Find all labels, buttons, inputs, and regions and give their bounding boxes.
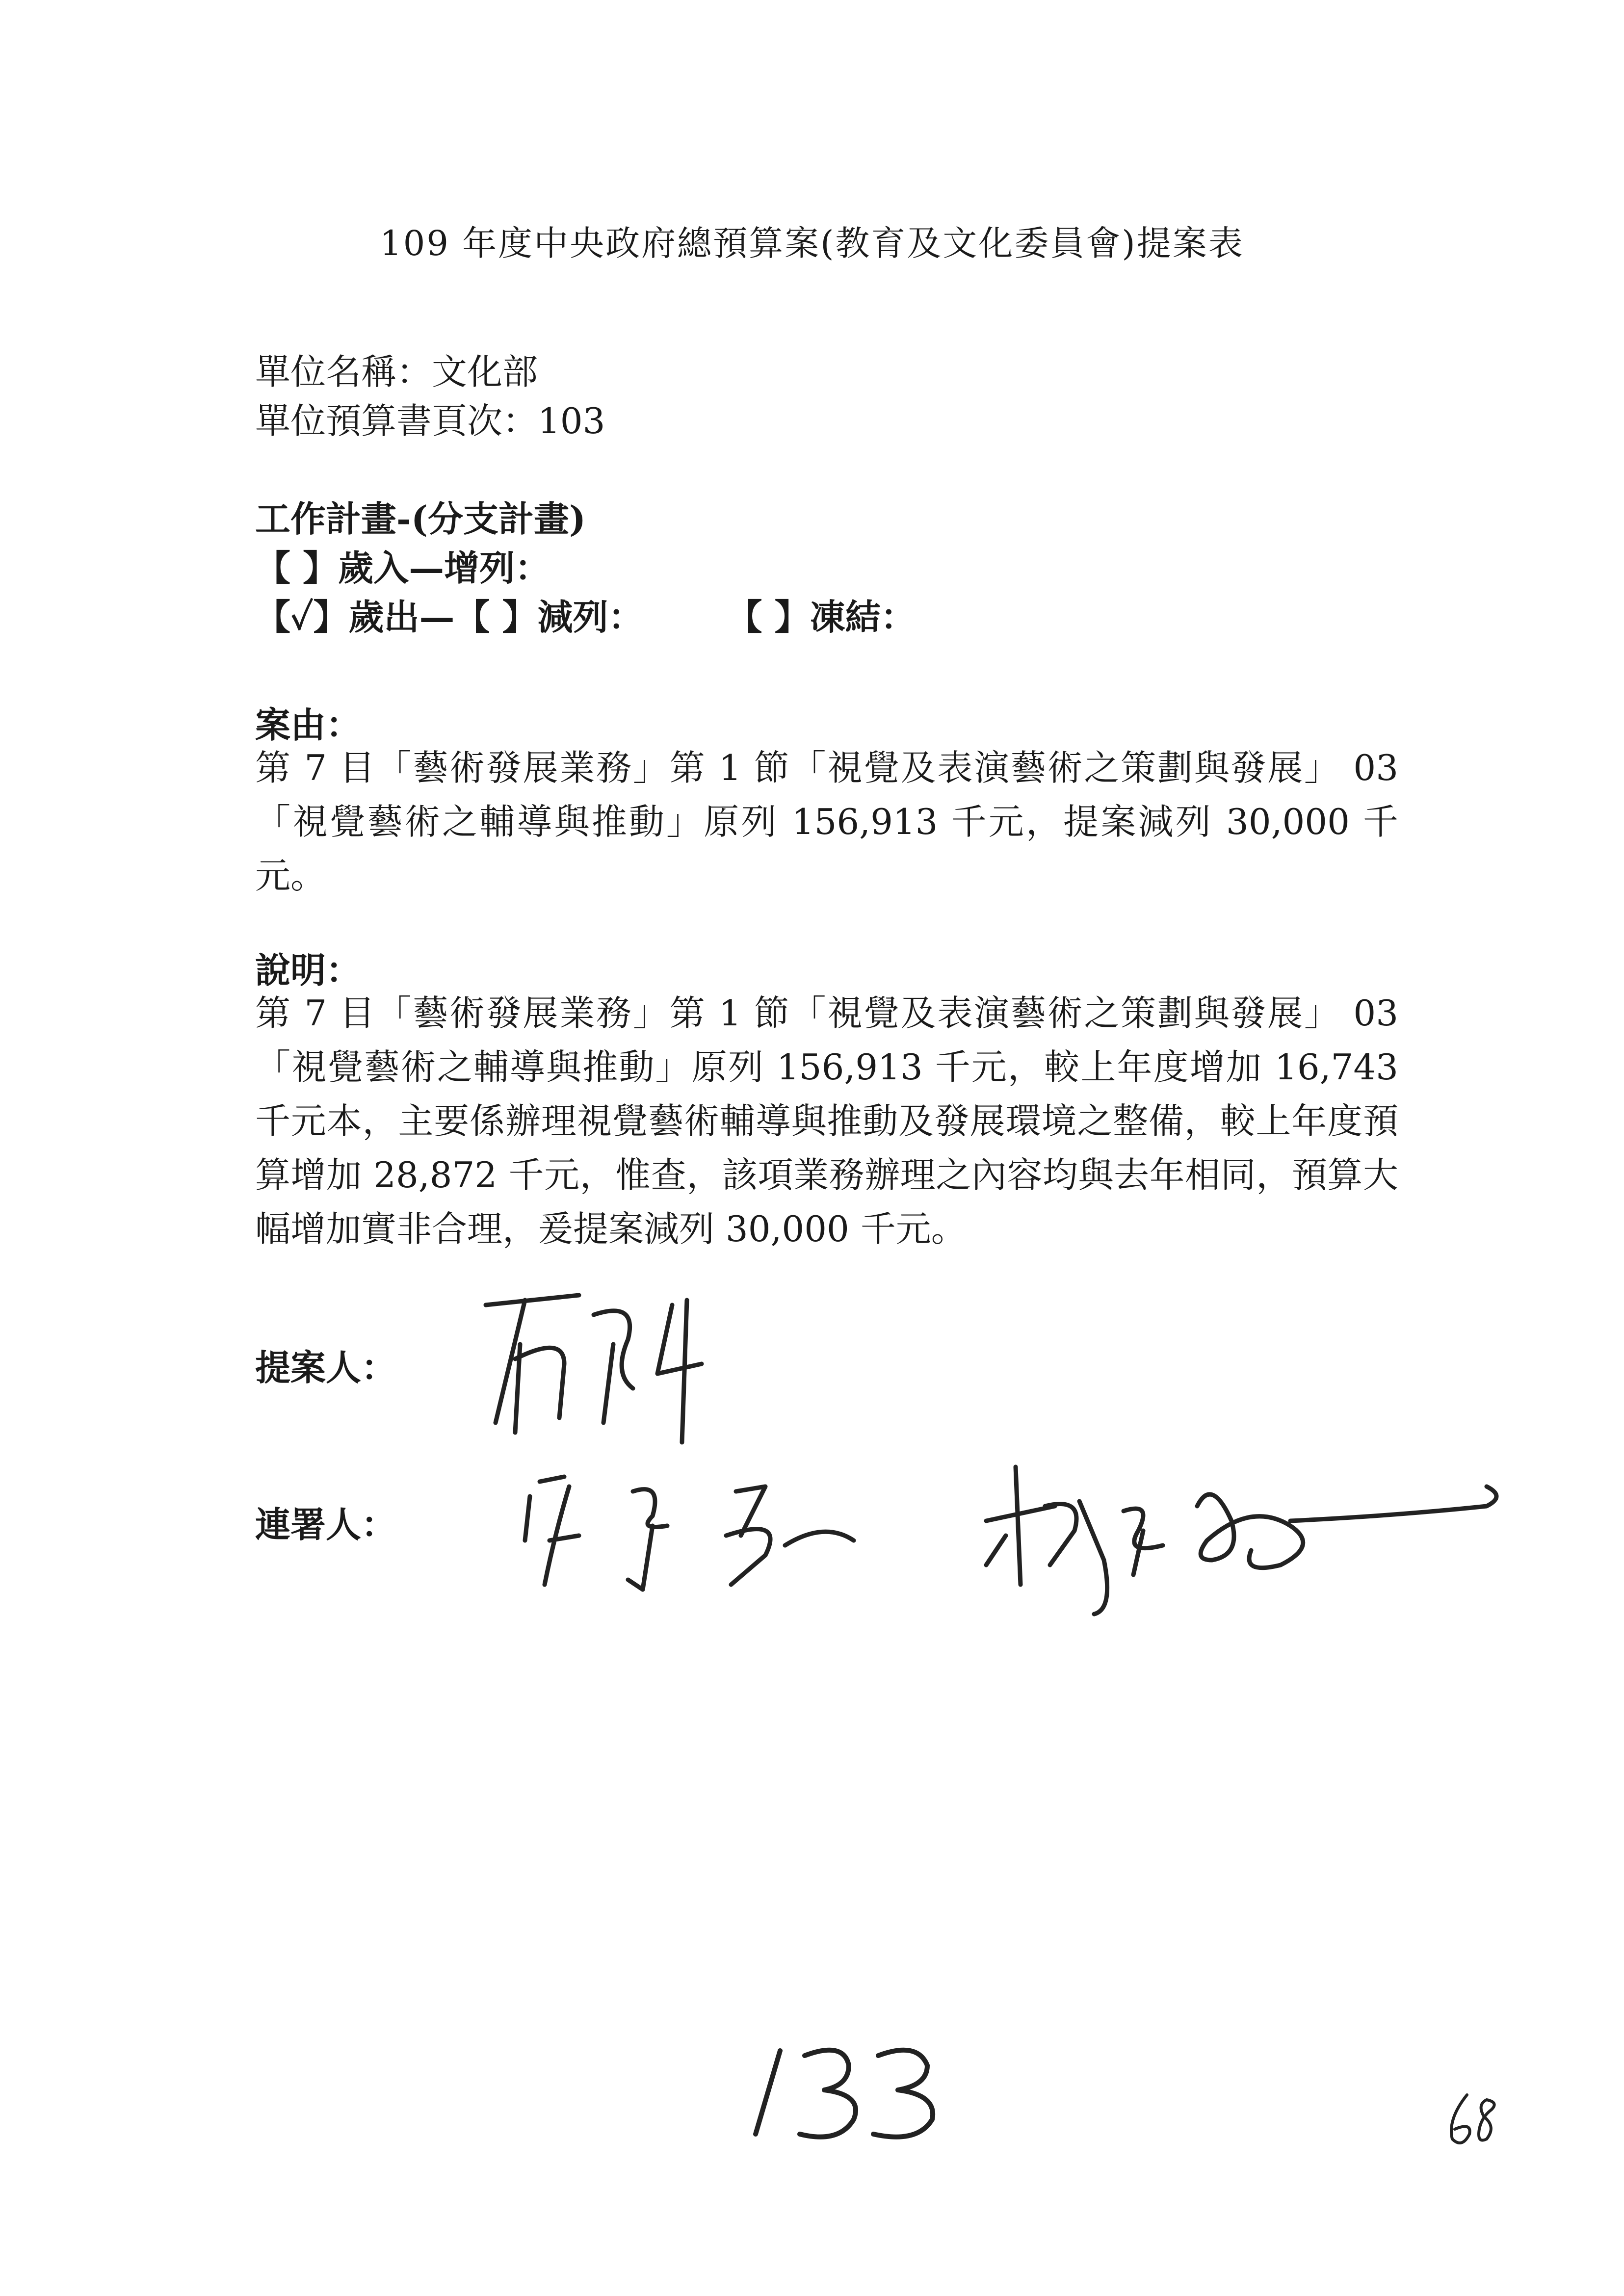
handwritten-page-number: [746, 2036, 952, 2149]
handwritten-corner-number: [1442, 2090, 1506, 2149]
cosigner-signature-2: [976, 1447, 1516, 1634]
cosigner-label: 連署人：: [255, 1504, 397, 1545]
explanation-heading: 說明：: [255, 949, 362, 991]
proposer-signature: [466, 1276, 741, 1452]
budget-page-line: 單位預算書頁次：103: [255, 400, 605, 442]
explanation-body: 第 7 目「藝術發展業務」第 1 節「視覺及表演藝術之策劃與發展」 03「視覺藝術之輔導與推動」原列 156,913 千元，較上年度增加 16,743 千元本，主要係辦理視覺藝術輔導與推動及發展環境之整備，較上年度預算增加 28,872 千元，惟查，該項業務辦理之內容均與去年相同，預算大幅增加實非合理，爰提案減列 30,000 千元。: [255, 992, 1398, 1250]
reduce-option: 【 】減列：: [454, 596, 644, 638]
expenditure-options-line: [255, 589, 916, 640]
unit-name-line: 單位名稱：文化部: [255, 351, 538, 392]
freeze-option: 【 】凍結：: [727, 596, 916, 638]
case-body: 第 7 目「藝術發展業務」第 1 節「視覺及表演藝術之策劃與發展」 03「視覺藝術之輔導與推動」原列 156,913 千元，提案減列 30,000 千元。: [255, 747, 1398, 896]
proposer-label: 提案人：: [255, 1347, 397, 1388]
cosigner-signature-1: [510, 1462, 864, 1609]
document-title: 109 年度中央政府總預算案(教育及文化委員會)提案表: [380, 223, 1244, 263]
case-heading: 案由：: [255, 704, 362, 746]
plan-heading: 工作計畫-(分支計畫): [255, 498, 586, 540]
revenue-increase-line: 【 】歲入—增列：: [255, 547, 550, 589]
expenditure-checked-option: 【✓】歲出—: [255, 596, 455, 638]
